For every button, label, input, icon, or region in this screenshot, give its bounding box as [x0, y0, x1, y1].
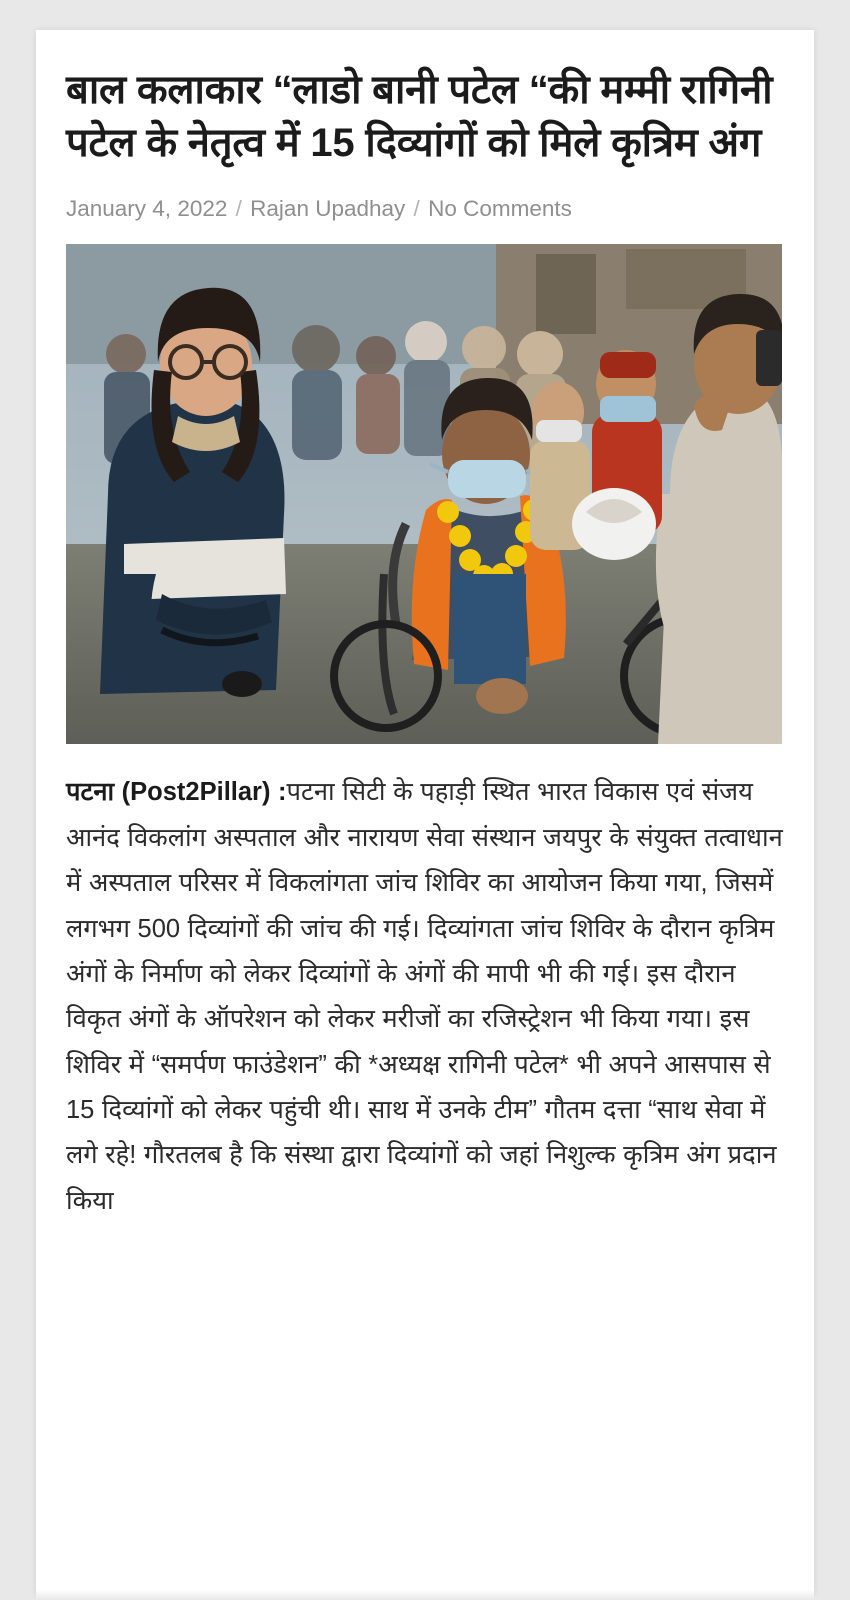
article-card [36, 30, 814, 1600]
featured-image-graphic [66, 244, 782, 744]
page-title: बाल कलाकार “लाडो बानी पटेल “की मम्मी रागिनी पटेल के नेतृत्व में 15 दिव्यांगों को मिले कृत्रिम अंग [66, 68, 773, 166]
page-left-margin [0, 0, 36, 1600]
post-author[interactable]: Rajan Upadhay [250, 196, 406, 222]
page-right-margin [814, 0, 850, 1600]
post-comments-count[interactable]: No Comments [428, 196, 572, 222]
post-body-text: पटना सिटी के पहाड़ी स्थित भारत विकास एवं संजय आनंद विकलांग अस्पताल और नारायण सेवा संस्थान जयपुर के संयुक्त तत्वाधान में अस्पताल परिसर में विकलांगता जांच शिविर का आयोजन किया गया, जिसमें लगभग 500 दिव्यांगों की जांच की गई। दिव्यांगता जांच शिविर के दौरान कृत्रिम अंगों के निर्माण को लेकर दिव्यांगों के अंगों की मापी भी की गई। इस दौरान विकृत अंगों के ऑपरेशन को लेकर मरीजों का रजिस्ट्रेशन भी किया गया। इस शिविर में “समर्पण फाउंडेशन” की *अध्यक्ष रागिनी पटेल* भी अपने आसपास से 15 दिव्यांगों को लेकर पहुंची थी। साथ में उनके टीम” गौतम दत्ता “साथ सेवा में लगे रहे! गौरतलब है कि संस्था द्वारा दिव्यांगों को जहां निशुल्क कृत्रिम अंग प्रदान किया [66, 778, 783, 1215]
post-meta [66, 196, 784, 222]
featured-image [66, 244, 782, 744]
post-date: January 4, 2022 [66, 196, 228, 222]
post-body [66, 770, 784, 1224]
post-body-lead: पटना (Post2Pillar) : [66, 778, 287, 807]
meta-separator-2: / [413, 196, 420, 222]
meta-separator-1: / [235, 196, 242, 222]
